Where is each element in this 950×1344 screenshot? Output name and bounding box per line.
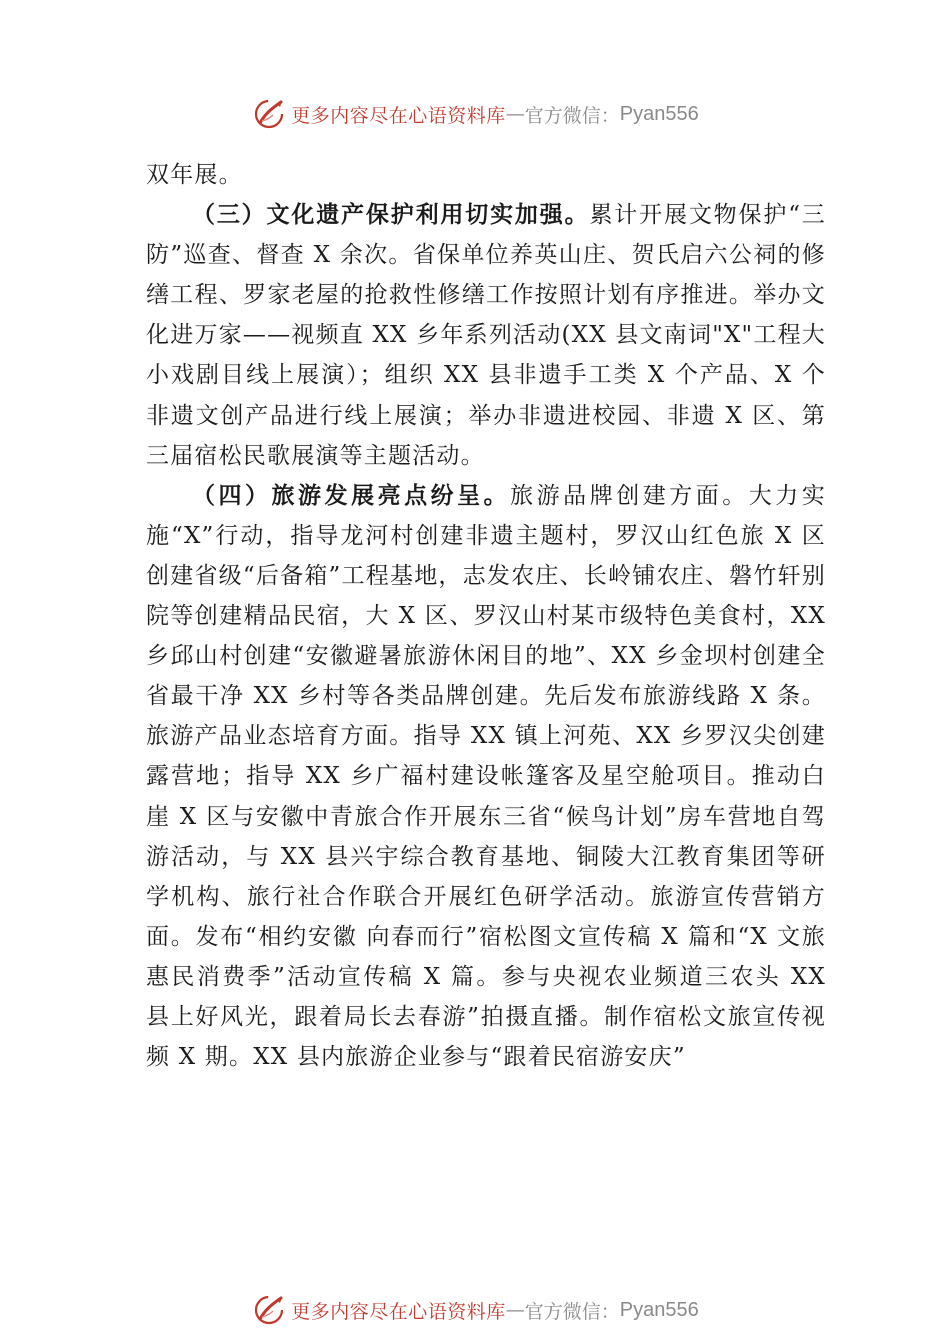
section-4-text: 旅游品牌创建方面。大力实施“X”行动，指导龙河村创建非遗主题村，罗汉山红色旅 X 区创建省级“后备箱”工程基地，志发农庄、长岭铺农庄、磐竹轩别院等创建精品民宿，大 X 区、罗汉山村某市级特色美食村，XX 乡邱山村创建“安徽避暑旅游休闲目的地”、XX 乡金坝村创建全省最干净 XX 乡村等各类品牌创建。先后发布旅游线路 X 条。旅游产品业态培育方面。指导 XX 镇上河苑、XX 乡罗汉尖创建露营地；指导 XX 乡广福村建设帐篷客及星空舱项目。推动白崖 X 区与安徽中青旅合作开展东三省“候鸟计划”房车营地自驾游活动，与 XX 县兴宇综合教育基地、铜陵大江教育集团等研学机构、旅行社合作联合开展红色研学活动。旅游宣传营销方面。发布“相约安徽 向春而行”宿松图文宣传稿 X 篇和“X 文旅惠民消费季”活动宣传稿 X 篇。参与央视农业频道三农头 XX 县上好风光，跟着局长去春游”拍摄直播。制作宿松文旅宣传视频 X 期。XX 县内旅游企业参与“跟着民宿游安庆” [146, 482, 826, 1071]
pen-swirl-logo-icon [251, 1292, 287, 1328]
section-3-heading: （三）文化遗产保护利用切实加强。 [192, 201, 590, 229]
watermark-wechat-id: Pyan556 [619, 102, 699, 125]
watermark-banner-bottom [0, 1290, 950, 1330]
watermark-brand-text: 更多内容尽在心语资料库 [291, 1300, 506, 1323]
document-body [146, 155, 826, 1077]
section-4-paragraph [146, 476, 826, 1077]
watermark-wechat-label: 官方微信： [524, 105, 620, 127]
section-3-paragraph [146, 195, 826, 476]
watermark-separator: — [505, 1299, 525, 1321]
watermark-brand-text: 更多内容尽在心语资料库 [291, 104, 506, 127]
section-4-heading: （四）旅游发展亮点纷呈。 [192, 481, 511, 509]
lead-line: 双年展。 [146, 162, 243, 188]
pen-swirl-logo-icon [251, 96, 287, 132]
watermark-separator: — [505, 103, 525, 125]
watermark-banner-top [0, 94, 950, 134]
watermark-wechat-id: Pyan556 [619, 1298, 699, 1321]
watermark-wechat-label: 官方微信： [524, 1301, 620, 1323]
section-3-text: 累计开展文物保护“三防”巡查、督查 X 余次。省保单位养英山庄、贺氏启六公祠的修缮工程、罗家老屋的抢救性修缮工作按照计划有序推进。举办文化进万家——视频直 XX 乡年系列活动(XX 县文南词"X"工程大小戏剧目线上展演）；组织 XX 县非遗手工类 X 个产品、X 个非遗文创产品进行线上展演；举办非遗进校园、非遗 X 区、第三届宿松民歌展演等主题活动。 [146, 202, 826, 469]
